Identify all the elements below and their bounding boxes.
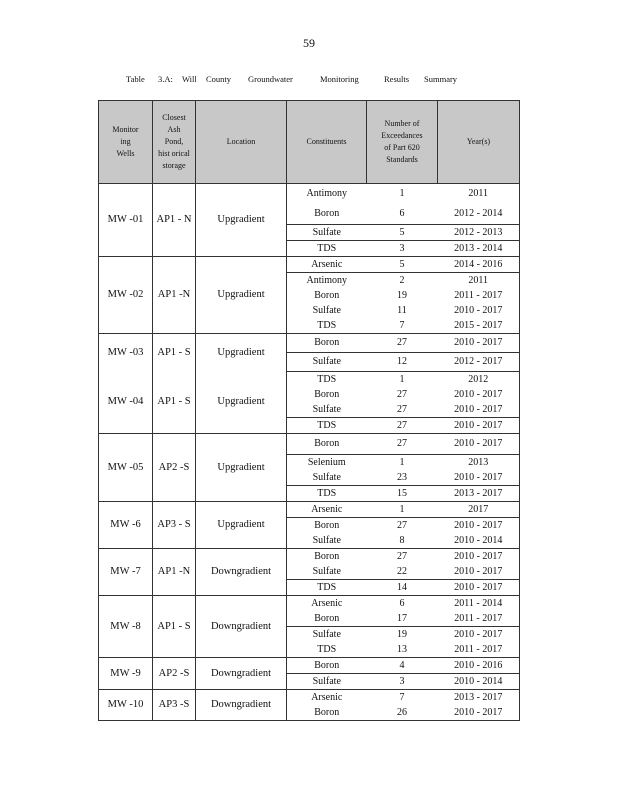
constituent: TDS: [287, 418, 367, 434]
years: 2010 - 2014: [438, 674, 520, 690]
exceedance-count: 1: [367, 184, 438, 205]
header-years: Year(s): [438, 101, 520, 184]
constituent: TDS: [287, 580, 367, 596]
constituent: TDS: [317, 643, 337, 655]
constituent: Boron: [314, 289, 340, 301]
exceedance-count: 7: [367, 690, 438, 706]
exceedance-count: 27: [367, 549, 438, 565]
constituent: TDS: [287, 372, 367, 388]
location: Downgradient: [196, 549, 287, 596]
years: 2010 - 2017: [438, 402, 520, 418]
table-row: [99, 257, 520, 273]
exceedance-count: 3: [367, 674, 438, 690]
years: 2011 - 2014: [438, 596, 520, 612]
constituent: Arsenic: [287, 257, 367, 273]
years: 2013 - 2017: [438, 690, 520, 706]
years: 2017: [438, 502, 520, 518]
constituent: TDS: [287, 486, 367, 502]
constituent: Sulfate: [312, 471, 341, 483]
ash-pond: AP2 -S: [153, 434, 196, 502]
years: 2010 - 2014: [438, 533, 520, 549]
ash-pond: AP3 - S: [153, 502, 196, 549]
caption-word: Monitoring: [320, 74, 359, 84]
years: 2010 - 2017: [438, 387, 520, 402]
location: Downgradient: [196, 596, 287, 658]
exceedance-count: 13: [397, 643, 407, 655]
constituent: Sulfate: [287, 353, 367, 372]
ash-pond: AP3 -S: [153, 690, 196, 721]
constituent: Sulfate: [312, 403, 341, 415]
caption-word: County: [206, 74, 232, 84]
caption-word: 3.A:: [158, 74, 173, 84]
exceedance-count: 3: [367, 241, 438, 257]
location: Upgradient: [196, 334, 287, 372]
caption-word: Groundwater: [248, 74, 293, 84]
header-pond: Closest Ash Pond, hist orical storage: [153, 101, 196, 184]
ash-pond: AP1 - S: [153, 596, 196, 658]
constituent: Sulfate: [312, 534, 341, 546]
constituent: Selenium: [287, 455, 367, 471]
years: 2010 - 2017: [438, 705, 520, 721]
constituent: Arsenic: [287, 690, 367, 706]
location: Downgradient: [196, 658, 287, 690]
table-row: [99, 549, 520, 565]
exceedance-count: 17: [397, 612, 407, 624]
table-row: [99, 690, 520, 706]
groundwater-results-table: [98, 100, 520, 721]
years: 2013 - 2014: [438, 241, 520, 257]
header-constituents: Constituents: [287, 101, 367, 184]
table-row: [99, 658, 520, 674]
constituent: Antimony: [287, 273, 367, 289]
well-id: MW -6: [99, 502, 153, 549]
exceedance-count: 5: [367, 257, 438, 273]
years: 2010 - 2017: [438, 518, 520, 534]
years: 2010 - 2017: [438, 334, 520, 353]
table-row: [99, 184, 520, 205]
years: 2010 - 2017: [438, 549, 520, 565]
well-id: MW -10: [99, 690, 153, 721]
constituent: Arsenic: [287, 502, 367, 518]
constituent: Arsenic: [287, 596, 367, 612]
location: Upgradient: [196, 434, 287, 502]
exceedance-count: 1: [367, 372, 438, 388]
constituent: Boron: [314, 388, 340, 400]
years: 2012: [438, 372, 520, 388]
exceedance-count: 12: [367, 353, 438, 372]
exceedance-count: 7: [399, 319, 405, 331]
table-row: [99, 434, 520, 455]
years: 2012 - 2013: [438, 225, 520, 241]
exceedance-count: 27: [367, 418, 438, 434]
exceedance-count: 5: [367, 225, 438, 241]
exceedance-count: 14: [367, 580, 438, 596]
exceedance-count: 27: [367, 434, 438, 455]
constituent: Boron: [287, 518, 367, 534]
constituent: Sulfate: [287, 225, 367, 241]
table-row: [99, 334, 520, 353]
well-id: MW -05: [99, 434, 153, 502]
years: 2011: [438, 273, 520, 289]
constituent: Boron: [314, 208, 340, 219]
constituent: Sulfate: [287, 674, 367, 690]
location: Upgradient: [196, 184, 287, 257]
exceedance-count: 6: [399, 208, 405, 219]
years: 2010 - 2017: [438, 470, 520, 486]
exceedance-count: 22: [397, 565, 407, 577]
exceedance-count: 27: [397, 388, 407, 400]
header-exceedances: Number of Exceedances of Part 620 Standards: [367, 101, 438, 184]
header-location: Location: [196, 101, 287, 184]
caption-word: Results: [384, 74, 410, 84]
table-row: [99, 502, 520, 518]
table-row: [99, 372, 520, 388]
exceedance-count: 19: [397, 289, 407, 301]
constituent: TDS: [287, 241, 367, 257]
exceedance-count: 11: [397, 304, 407, 316]
constituent: Boron: [287, 434, 367, 455]
caption-word: Will: [182, 74, 197, 84]
ash-pond: AP2 -S: [153, 658, 196, 690]
constituent: TDS: [317, 319, 337, 331]
exceedance-count: 26: [367, 705, 438, 721]
location: Upgradient: [196, 372, 287, 434]
caption-word: Table: [126, 74, 145, 84]
caption-word: Summary: [424, 74, 458, 84]
well-id: MW -7: [99, 549, 153, 596]
exceedance-count: 27: [397, 403, 407, 415]
exceedance-count: 1: [367, 455, 438, 471]
ash-pond: AP1 -N: [153, 257, 196, 334]
page-number: 59: [303, 36, 315, 50]
well-id: MW -9: [99, 658, 153, 690]
exceedance-count: 8: [399, 534, 405, 546]
constituent: Boron: [287, 334, 367, 353]
location: Upgradient: [196, 502, 287, 549]
years: 2010 - 2017: [438, 627, 520, 643]
years: 2012 - 2014: [438, 204, 520, 225]
exceedance-count: 6: [367, 596, 438, 612]
header-wells: Monitor ing Wells: [99, 101, 153, 184]
ash-pond: AP1 - N: [153, 184, 196, 257]
years: 2010 - 2017: [438, 418, 520, 434]
exceedance-count: 15: [367, 486, 438, 502]
constituent: Sulfate: [312, 304, 341, 316]
exceedance-count: 4: [367, 658, 438, 674]
table-header-row: [99, 101, 520, 184]
constituent: Sulfate: [287, 627, 367, 643]
well-id: MW -03: [99, 334, 153, 372]
constituent: Boron: [287, 658, 367, 674]
well-id: MW -01: [99, 184, 153, 257]
years: 2011 - 2017: [438, 288, 520, 303]
exceedance-count: 27: [367, 334, 438, 353]
years: 2013 - 2017: [438, 486, 520, 502]
constituent: Sulfate: [312, 565, 341, 577]
years: 2011: [438, 184, 520, 205]
exceedance-count: 23: [397, 471, 407, 483]
constituent: Boron: [314, 612, 340, 624]
years: 2010 - 2017: [438, 580, 520, 596]
years: 2010 - 2016: [438, 658, 520, 674]
well-id: MW -04: [99, 372, 153, 434]
ash-pond: AP1 - S: [153, 372, 196, 434]
years: 2014 - 2016: [438, 257, 520, 273]
years: 2010 - 2017: [438, 303, 520, 318]
exceedance-count: 27: [367, 518, 438, 534]
years: 2010 - 2017: [438, 434, 520, 455]
ash-pond: AP1 -N: [153, 549, 196, 596]
years: 2015 - 2017: [438, 318, 520, 334]
well-id: MW -8: [99, 596, 153, 658]
location: Upgradient: [196, 257, 287, 334]
table-row: [99, 596, 520, 612]
location: Downgradient: [196, 690, 287, 721]
ash-pond: AP1 - S: [153, 334, 196, 372]
exceedance-count: 19: [367, 627, 438, 643]
years: 2010 - 2017: [438, 564, 520, 580]
years: 2011 - 2017: [438, 642, 520, 658]
constituent: Antimony: [287, 184, 367, 205]
exceedance-count: 1: [367, 502, 438, 518]
years: 2011 - 2017: [438, 611, 520, 627]
exceedance-count: 2: [367, 273, 438, 289]
well-id: MW -02: [99, 257, 153, 334]
constituent: Boron: [287, 549, 367, 565]
years: 2012 - 2017: [438, 353, 520, 372]
years: 2013: [438, 455, 520, 471]
constituent: Boron: [287, 705, 367, 721]
